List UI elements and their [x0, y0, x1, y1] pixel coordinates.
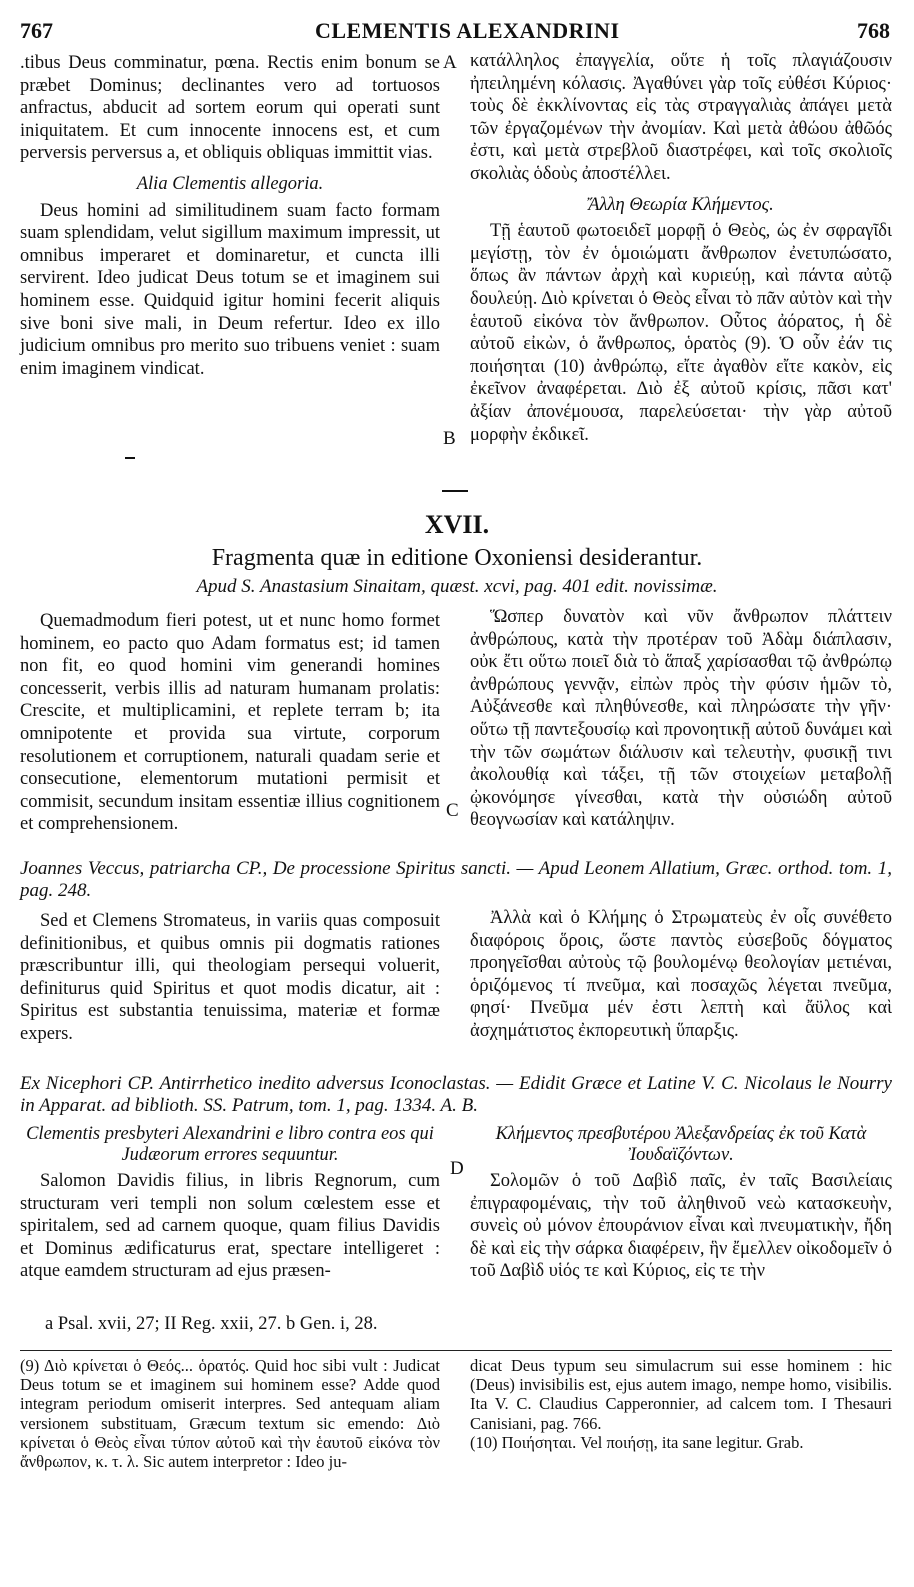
section-title: Fragmenta quæ in editione Oxoniensi desiderantur.: [211, 545, 703, 571]
top-latin-column: [20, 52, 440, 462]
notes-right-column: [470, 1356, 892, 1452]
editorial-note-9-continued: dicat Deus typum seu simulacrum sui esse hominem : hic (Deus) invisibilis est, ejus autem imago, nempe homo, visibilis. Ita V. C. Claudius Capperonnier, ad calcem tom. I Thesauri Canisiani, pag. 766.: [470, 1356, 892, 1433]
fragment2-greek: [470, 907, 892, 1055]
page-number-left: 767: [20, 18, 53, 43]
fragment1-greek: [470, 606, 892, 850]
editorial-note-10: (10) Ποιήσηται. Vel ποιήσῃ, ita sane legitur. Grab.: [470, 1432, 804, 1452]
greek-fragment-heading: Κλήμεντος πρεσβυτέρου Ἀλεξανδρείας ἐκ τοῦ Κατὰ Ἰουδαϊζόντων.: [495, 1124, 867, 1165]
greek-paragraph: κατάλληλος ἐπαγγελία, οὕτε ἡ τοῖς πλαγιάζουσιν ἠπειλημένη κόλασις. Ἀγαθύνει γὰρ τοῖς εὐθέσι Κύριος· τοὺς δὲ ἐκκλίνοντας εἰς τὰς στραγγαλιὰς ἀπάγει μετὰ τῶν ἐργαζομένων τὴν ἀνομίαν. Καὶ μετὰ ἀθώου ἀθῶός ἐστι, καὶ μετὰ στρεβλοῦ διαστρέφει, καὶ τοῖς σκολιοῖς σκολιὰς ὁδοὺς ἀποστέλλει.: [470, 51, 892, 184]
latin-section-heading: Alia Clementis allegoria.: [136, 173, 324, 194]
fragment3-latin: [20, 1124, 440, 1310]
latin-paragraph: Quemadmodum fieri potest, ut et nunc homo formet hominem, eo pacto quo Adam formatus est; id tamen non fit, eo quod homini vim generandi homines concesserit, verbis illis ad naturam humanam prolatis: Crescite, et multiplicamini, et replete terram b; ita omnipotente et provida sua virtute, corporum resolutionem et corruptionem, naturali quadam serie et consecutione, elementorum mutationi permisit et commisit, secundum insitam essentiæ illius cognitionem et comprehensionem.: [20, 611, 440, 835]
margin-letter-b: B: [443, 428, 456, 449]
notes-left-column: [20, 1356, 440, 1471]
margin-letter-c: C: [446, 800, 459, 821]
footnote-references: a Psal. xvii, 27; II Reg. xxii, 27. b Gen. i, 28.: [45, 1314, 378, 1334]
greek-paragraph: Ὥσπερ δυνατὸν καὶ νῦν ἄνθρωπον πλάττειν ἀνθρώπους, κατὰ τὴν προτέραν τοῦ Ἀδὰμ διάπλασιν, οὐκ ἔτι οὕτω ποιεῖ διὰ τὸ ἅπαξ χαρίσασθαι τῷ ἀνθρώπῳ ἀνθρώπους γεννᾷν, εἰπὼν πρὸς τὴν φύσιν ἡμῶν τὸ, Αὐξάνεσθε καὶ πληθύνεσθε, καὶ πληρώσατε τὴν γῆν· οὕτω τῇ παντεξουσίῳ καὶ προνοητικῇ αὐτοῦ δυνάμει καὶ τὴν τῶν σωμάτων διάλυσιν καὶ τελευτὴν, φυσικῇ τινι ἀκολουθίᾳ καὶ τάξει, τῇ τῶν στοιχείων μεταβολῇ ᾠκονόμησε γίνεσθαι, κατὰ τὴν οὐσιώδη αὐτοῦ θεογνωσίαν καὶ κατάληψιν.: [470, 607, 892, 831]
margin-letter-a: A: [443, 52, 457, 73]
greek-paragraph: Ἀλλὰ καὶ ὁ Κλήμης ὁ Στρωματεὺς ἐν οἷς συνέθετο διαφόροις ὅροις, ὥστε παντὸς εὐσεβοῦς δόγματος προηγεῖσθαι αὐτοὺς τῷ βουλομένῳ θεολογίαν μετιέναι, ὁριζόμενος τί πνεῦμα, καὶ ποσαχῶς λέγεται πνεῦμα, φησί· Πνεῦμα μέν ἐστι λεπτὴ καὶ ἄϋλος καὶ ἀσχημάτιστος ἐκπορευτικὴ ὕπαρξις.: [470, 908, 892, 1041]
greek-section-heading: Ἄλλη Θεωρία Κλήμεντος.: [588, 194, 774, 215]
short-dash: [125, 457, 135, 459]
source-citation-nicephorus: Ex Nicephori CP. Antirrhetico inedito adversus Iconoclastas. — Edidit Græce et Latine V. C. Nicolaus le Nourry in Apparat. ad biblioth. SS. Patrum, tom. 1, pag. 1334. A. B.: [20, 1073, 892, 1116]
margin-letter-d: D: [450, 1158, 464, 1179]
fragment3-greek: [470, 1124, 892, 1310]
notes-divider: [20, 1350, 892, 1351]
latin-paragraph: Sed et Clemens Stromateus, in variis quas composuit definitionibus, et quibus omnis pii dogmatis rationes præscribuntur illi, qui theologiam persequi voluerit, definiturus quid Spiritus et quot modis dicatur, ait : Spiritus est substantia tenuissima, materiæ et formæ expers.: [20, 911, 440, 1044]
section-number: XVII.: [424, 510, 490, 539]
editorial-note-9: (9) Διὸ κρίνεται ὁ Θεός... ὁρατός. Quid hoc sibi vult : Judicat Deus totum se et imaginem sui hominem esse? Adde quod integram periodum omiserit interpres. Sed antequam aliam versionem substituam, Græcum textum sic emendo: Διὸ κρίνεται ὁ Θεὸς εἶναι τύπον αὐτοῦ καὶ τὴν ἑαυτοῦ εἰκόνα τὸν ἄνθρωπον, κ. τ. λ. Sic autem interpretor : Ideo ju-: [20, 1356, 440, 1472]
fragment1-latin: [20, 610, 440, 850]
running-title: CLEMENTIS ALEXANDRINI: [315, 18, 620, 43]
greek-paragraph: Σολομῶν ὁ τοῦ Δαβὶδ παῖς, ἐν ταῖς Βασιλείαις ἐπιγραφομέναις, τὴν τοῦ ἀληθινοῦ νεὼ κατασκευὴν, συνεὶς οὐ μόνον ἐπουράνιον εἶναι καὶ πνευματικὴν, ἤδη δὲ καὶ εἰς τὴν σάρκα διαφέρειν, ἣν ἔμελλεν οἰκοδομεῖν ὁ τοῦ Δαβὶδ υἱός τε καὶ Κύριος, εἰς τε τὴν: [470, 1171, 892, 1282]
section-divider: [442, 490, 468, 492]
source-citation-veccus: Joannes Veccus, patriarcha CP., De processione Spiritus sancti. — Apud Leonem Allatium, Græc. orthod. tom. 1, pag. 248.: [20, 858, 892, 901]
latin-paragraph: Salomon Davidis filius, in libris Regnorum, cum structuram veri templi non solum cœlestem esse et spiritalem, sed ad carnem quoque, quam filius Davidis et Dominus ædificaturus erat, spectare intelligeret : atque eamdem structuram ad ejus præsen-: [20, 1171, 440, 1282]
top-greek-column: [470, 50, 892, 480]
latin-fragment-heading: Clementis presbyteri Alexandrini e libro contra eos qui Judæorum errores sequuntur.: [26, 1124, 434, 1165]
latin-paragraph: .tibus Deus comminatur, pœna. Rectis enim bonum se præbet Dominus; declinantes vero ad tortuosos anfractus, abducit ad sortem eorum qui operati sunt iniquitatem. Et cum innocente innocens est, et cum perversis perversus a, et obliquis obliquas immittit vias.: [20, 53, 440, 164]
greek-paragraph: Τῇ ἑαυτοῦ φωτοειδεῖ μορφῇ ὁ Θεὸς, ὡς ἐν σφραγῖδι μεγίστῃ, τὸν ἐν ὁμοιώματι ἄνθρωπον ἐνετυπώσατο, ὅπως ἂν πάντων ἀρχὴ καὶ κυριεύῃ, καὶ πάντα αὐτῷ δουλεύῃ. Διὸ κρίνεται ὁ Θεὸς εἶναι τὸ πᾶν αὐτὸν καὶ τὴν ἑαυτοῦ εἰκόνα τὸν ἄνθρωπον. Οὗτος ἀόρατος, ἡ δὲ αὐτοῦ εἰκὼν, ὁ ἄνθρωπος, ὁρατὸς (9). Ὁ οὖν ἐάν τις ποιήσηται (10) ἀνθρώπῳ, εἴτε ἀγαθὸν εἴτε κακὸν, εἰς ἐκεῖνον ἀναφέρεται. Διὸ ἐξ αὐτοῦ κρίσις, πᾶσι κατ' ἀξίαν ἀπονέμουσα, παρελεύσεται· τὴν γὰρ αὐτοῦ μορφὴν ἐκδικεῖ.: [470, 221, 892, 445]
fragment2-latin: [20, 910, 440, 1055]
section-source: Apud S. Anastasium Sinaitam, quæst. xcvi, pag. 401 edit. novissimæ.: [196, 576, 718, 597]
page-number-right: 768: [857, 18, 890, 43]
latin-paragraph: Deus homini ad similitudinem suam facto formam suam splendidam, velut sigillum maximum impressit, ut omnibus imperaret et dominaretur, et cuncta illi servirent. Ideo judicat Deus totum se et imaginem sui hominem esse. Quidquid igitur homini fecerit aliquis sive boni sive mali, in Deum refertur. Ideo ex illo judicium omnibus pro merito suo tribuens veniet : suam enim imaginem vindicat.: [20, 200, 440, 379]
